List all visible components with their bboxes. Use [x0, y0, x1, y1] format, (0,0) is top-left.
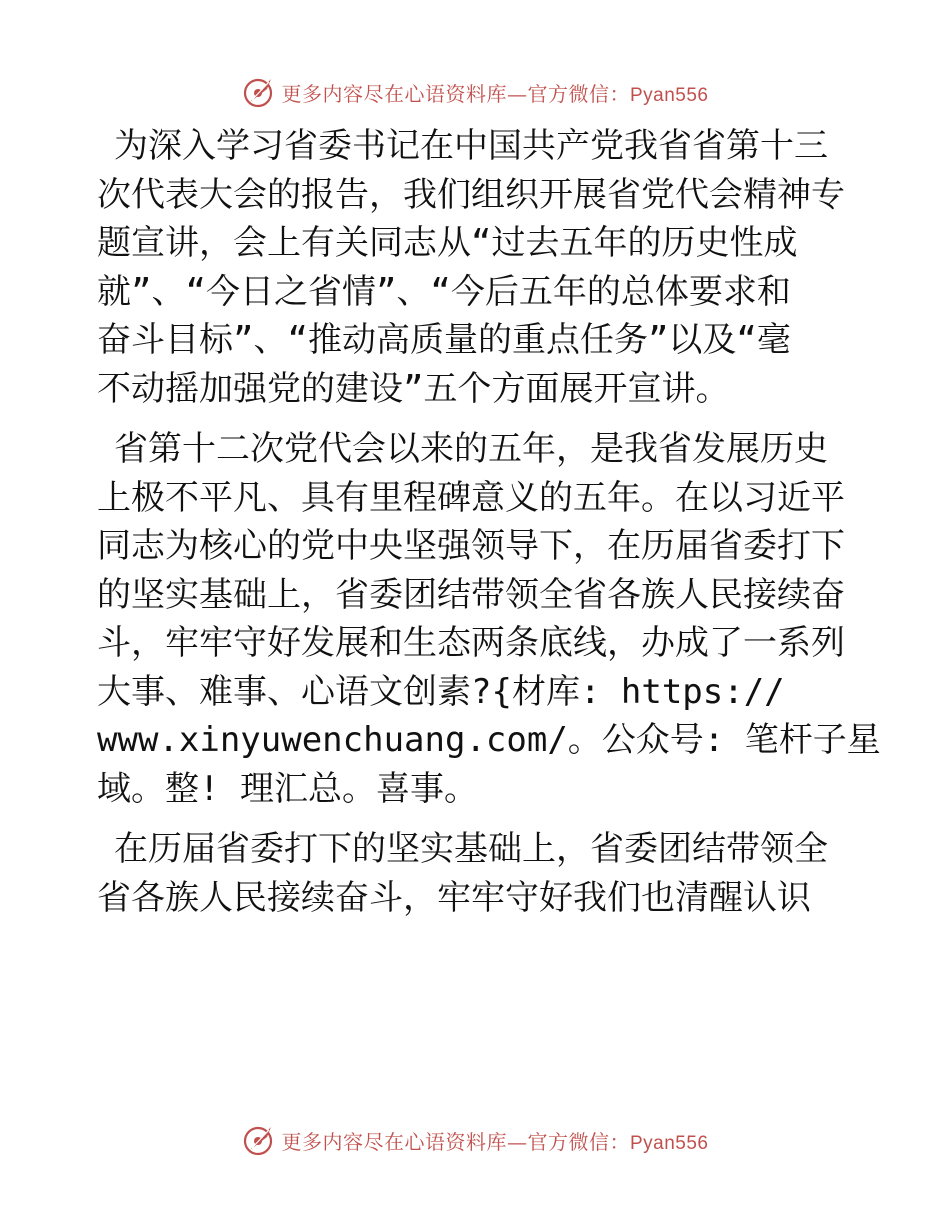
text-line: 同志为核心的党中央坚强领导下，在历届省委打下	[97, 526, 845, 566]
quill-logo-icon	[241, 75, 275, 109]
quill-logo-icon	[241, 1123, 275, 1157]
footer-wechat-id: Pyan556	[629, 1132, 709, 1154]
text-line: 域。整! 理汇总。喜事。	[97, 768, 478, 809]
text-line: 次代表大会的报告，我们组织开展省党代会精神专	[97, 174, 845, 215]
footer-text	[281, 1126, 708, 1155]
text-line: 省各族人民接续奋斗，牢牢守好我们也清醒认识	[97, 877, 811, 918]
text-line: 不动摇加强党的建设”五个方面展开宣讲。	[97, 368, 730, 409]
header-wechat-id: Pyan556	[629, 84, 709, 106]
header-text	[281, 78, 708, 107]
text-line: 为深入学习省委书记在中国共产党我省省第十三	[114, 126, 828, 166]
footer-banner	[0, 1120, 950, 1160]
text-line: 省第十二次党代会以来的五年，是我省发展历史	[114, 429, 828, 469]
paragraph	[97, 122, 857, 413]
text-line: 大事、难事、心语文创素?{材库: https://	[97, 671, 785, 712]
text-line: 题宣讲，会上有关同志从“过去五年的历史性成	[97, 223, 798, 263]
text-line: www.xinyuwenchuang.com/。公众号: 笔杆子星	[97, 720, 881, 760]
text-line: 上极不平凡、具有里程碑意义的五年。在以习近平	[97, 477, 845, 518]
paragraph	[97, 425, 881, 813]
footer-separator: —	[506, 1129, 528, 1154]
header-brand: 更多内容尽在心语资料库	[281, 81, 507, 106]
header-banner	[0, 72, 950, 112]
text-line: 在历届省委打下的坚实基础上，省委团结带领全	[114, 829, 828, 869]
footer-wechat-label: 官方微信：	[527, 1129, 630, 1154]
text-line: 斗，牢牢守好发展和生态两条底线，办成了一系列	[97, 623, 845, 663]
paragraph	[97, 825, 857, 922]
text-line: 奋斗目标”、“推动高质量的重点任务”以及“毫	[97, 320, 791, 360]
header-separator: —	[506, 81, 528, 106]
text-line: 就”、“今日之省情”、“今后五年的总体要求和	[97, 271, 791, 312]
document-body	[97, 122, 881, 934]
text-line: 的坚实基础上，省委团结带领全省各族人民接续奋	[97, 574, 845, 615]
footer-brand: 更多内容尽在心语资料库	[281, 1129, 507, 1154]
header-wechat-label: 官方微信：	[527, 81, 630, 106]
